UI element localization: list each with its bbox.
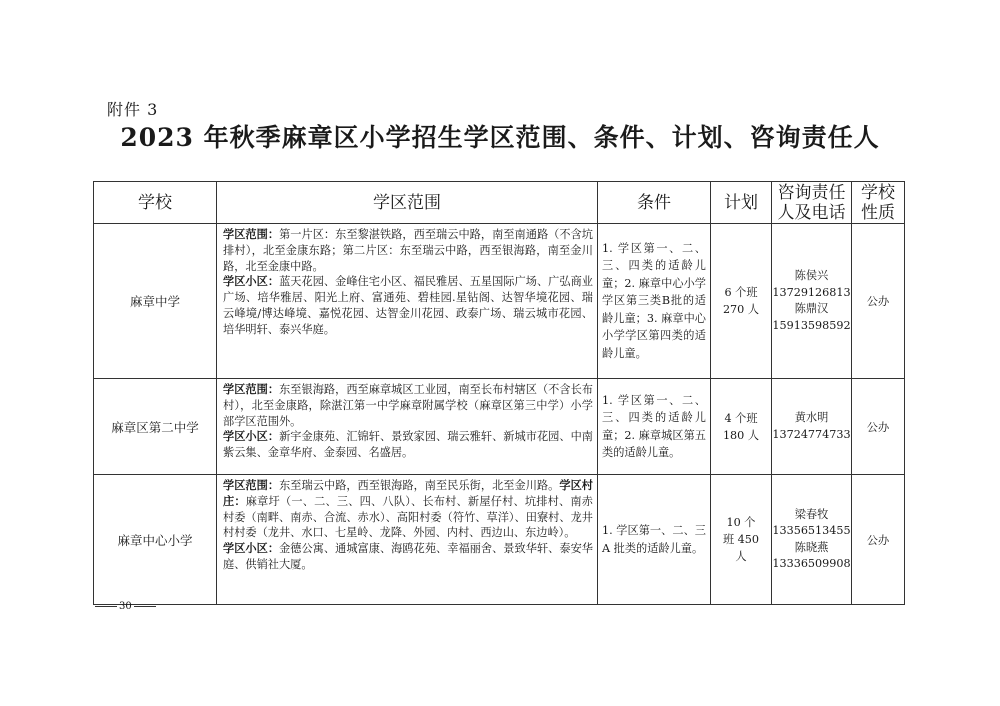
area-cell — [217, 475, 598, 605]
area-sub-label: 学区小区： — [223, 274, 280, 289]
plan-cell — [711, 224, 772, 379]
contact-cell — [772, 379, 852, 475]
contact-cell — [772, 475, 852, 605]
school-type: 公办 — [852, 379, 905, 475]
contact-name: 陈侯兴 — [794, 269, 829, 282]
header-type — [852, 182, 905, 224]
header-type-line1: 学校 — [861, 182, 895, 203]
contact-name: 陈鼎汉 — [794, 302, 829, 315]
area-range-text: 东至银海路，西至麻章城区工业园，南至长布村辖区（不含长布村），北至金康路，除湛江第一中学麻章附属学校（麻章区第三中学）小学部学区范围外。 — [223, 383, 593, 428]
plan-cell — [711, 379, 772, 475]
contact-phone: 15913598592 — [772, 318, 851, 332]
contact-phone: 13336509908 — [772, 557, 851, 570]
area-range-text: 第一片区：东至黎湛铁路，西至瑞云中路，南至南通路（不含坑排村），北至金康东路；第二片区：东至瑞云中路，西至银海路，南至金川路，北至金康中路。 — [223, 228, 593, 273]
school-type: 公办 — [852, 224, 905, 379]
contact-phone: 13356513455 — [772, 524, 851, 537]
plan-classes: 4 个班 — [724, 411, 758, 425]
header-contact — [772, 182, 852, 224]
plan-unit: 人 — [735, 550, 747, 563]
contact-name: 黄水明 — [794, 411, 829, 424]
table-row — [94, 475, 905, 605]
area-village-label: 学区村庄： — [223, 478, 593, 508]
area-village-text: 麻章圩（一、二、三、四、八队）、长布村、新屋仔村、坑排村、南赤村委（南畔、南赤、合流、赤水）、高阳村委（符竹、草洋）、田寮村、龙井村村委（龙井、水口、七星岭、龙降、外园、内村、西边山、东边岭）。 — [223, 494, 593, 540]
contact-name: 梁春牧 — [794, 507, 829, 521]
header-row — [94, 182, 905, 224]
school-type: 公办 — [852, 475, 905, 605]
header-condition: 条件 — [598, 182, 711, 224]
area-range-label: 学区范围： — [223, 478, 280, 492]
area-range-label: 学区范围： — [223, 227, 280, 241]
condition-cell: 1. 学区第一、二、三、四类的适龄儿童；2. 麻章中心小学学区第三类B批的适龄儿童；3. 麻章中心小学学区第四类的适龄儿童。 — [598, 224, 711, 379]
school-name: 麻章中心小学 — [94, 475, 217, 605]
condition-cell: 1. 学区第一、二、三、四类的适龄儿童；2. 麻章城区第五类的适龄儿童。 — [598, 379, 711, 475]
school-name: 麻章中学 — [94, 224, 217, 379]
header-contact-line1: 咨询责任 — [777, 182, 846, 203]
contact-cell — [772, 224, 852, 379]
header-plan: 计划 — [711, 182, 772, 224]
area-sub-label: 学区小区： — [223, 429, 280, 444]
contact-phone: 13729126813 — [772, 285, 851, 299]
header-contact-line2: 人及电话 — [777, 202, 846, 223]
table-row — [94, 379, 905, 475]
area-sub-text: 新宇金康苑、汇锦轩、景致家园、瑞云雅轩、新城市花园、中南紫云集、金章华府、金泰园、名盛居。 — [223, 430, 593, 460]
area-sub-text: 蓝天花园、金峰住宅小区、福民雅居、五星国际广场、广弘商业广场、培华雅居、阳光上府、富通苑、碧桂园.星钻阁、达智华境花园、瑞云峰境/博达峰境、嘉悦花园、达智金川花园、政泰广场、瑞云城市花园、培华明轩、泰兴华庭。 — [223, 275, 593, 336]
header-school: 学校 — [94, 182, 217, 224]
condition-cell: 1. 学区第一、二、三 A 批类的适龄儿童。 — [598, 475, 711, 605]
contact-phone: 13724774733 — [772, 427, 851, 441]
plan-classes: 6 个班 — [724, 286, 758, 299]
plan-students: 180 人 — [722, 428, 760, 442]
area-cell — [217, 224, 598, 379]
plan-classes: 10 个 — [726, 516, 756, 529]
plan-students: 270 人 — [722, 303, 760, 316]
area-range-text: 东至瑞云中路，西至银海路，南至民乐街，北至金川路。 — [279, 479, 560, 492]
area-range-label: 学区范围： — [223, 382, 280, 396]
header-area: 学区范围 — [217, 182, 598, 224]
plan-cell — [711, 475, 772, 605]
contact-name: 陈晓燕 — [794, 540, 829, 554]
attachment-label: 附件 3 — [107, 100, 159, 119]
area-sub-text: 金德公寓、通城富康、海鸥花苑、幸福丽舍、景致华轩、泰安华庭、供销社大厦。 — [223, 542, 593, 571]
table-row — [94, 224, 905, 379]
area-cell — [217, 379, 598, 475]
header-type-line2: 性质 — [861, 202, 895, 223]
area-sub-label: 学区小区： — [223, 541, 280, 556]
enrollment-table — [93, 181, 905, 605]
school-name: 麻章区第二中学 — [94, 379, 217, 475]
plan-students: 班 450 — [722, 533, 760, 546]
page-number: 30 — [93, 601, 158, 612]
page-title: 2023 年秋季麻章区小学招生学区范围、条件、计划、咨询责任人 — [120, 123, 880, 152]
